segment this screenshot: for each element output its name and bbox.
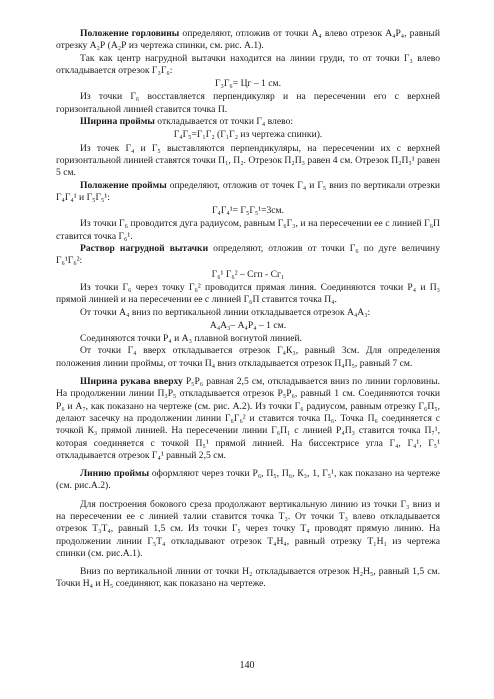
- paragraph-text: От точки Г₄ вверх откладывается отрезок Г₄К₃, равный 3см. Для определения положения линии проймы, от точки П₄ вниз откладывается отрезок П₄П₅, равный 7 см.: [56, 345, 440, 369]
- paragraph-text: откладывается от точки Г₄ влево:: [154, 116, 294, 128]
- paragraph-heading: Положение горловины: [80, 28, 180, 39]
- paragraph: [56, 180, 440, 205]
- paragraph-heading: Положение проймы: [80, 179, 167, 191]
- paragraph-text: Для построения бокового среза продолжают вертикальную линию из точки Г₃ вниз и на пересечении ее с линией талии ставится точка Т₃. От точки Т₃ влево откладывается отрезок Т₃Т₄, равный 1,5 см. Из точки Г₅ через точку Т₄ проводят прямую линию. На продолжении линии Г₅Т₄ откладывают отрезок Т₄Н₄, равный отрезку Т₁Н₁ из чертежа спинки (см. рис.А.1).: [56, 498, 440, 559]
- paragraph: [56, 468, 440, 493]
- formula: А₄А₃– А₄Р₄ – 1 см.: [209, 319, 287, 331]
- paragraph: [56, 566, 440, 591]
- paragraph-text: Из точки Г₆ проводится дуга радиусом, равным Г₆Г₃, и на пересечении ее с линией Г₆П ставится точка Г₆¹.: [56, 218, 440, 242]
- paragraph: [56, 143, 440, 180]
- paragraph: [56, 53, 440, 78]
- paragraph: [56, 28, 440, 53]
- paragraph-text: Из точки Г₆ через точку Г₆² проводится прямая линия. Соединяются точки Р₄ и П₃ прямой линией и на пересечении ее с линией Г₆П ставится точка П₄.: [56, 281, 440, 306]
- paragraph: [56, 116, 440, 128]
- document-body: [56, 28, 440, 591]
- paragraph-text: Так как центр нагрудной вытачки находится на линии груди, то от точки Г₃ влево откладывается отрезок Г₃Г₆:: [56, 52, 440, 76]
- paragraph: [56, 345, 440, 370]
- paragraph-text: Из точек Г₄ и Г₅ выставляются перпендикуляры, на пересечении их с верхней горизонтальной линией ставятся точки П₁, П₂. Отрезок П₂П₃ равен 4 см. Отрезок П₂П₃¹ равен 5 см.: [56, 142, 440, 179]
- paragraph-text: Из точки Г₆ восставляется перпендикуляр и на пересечении его с верхней горизонтальной линией ставится точка П.: [56, 91, 440, 115]
- paragraph-text: определяют, отложив от точек Г₄ и Г₅ вниз по вертикали отрезки Г₄Г₄¹ и Г₅Г₅¹:: [56, 179, 441, 203]
- paragraph-text: От точки А₄ вниз по вертикальной линии откладывается отрезок А₄А₃:: [80, 306, 371, 318]
- paragraph-text: Вниз по вертикальной линии от точки Н₂ откладывается отрезок Н₂Н₅, равный 1,5 см. Точки Н₄ и Н₅ соединяют, как показано на чертеже.: [56, 566, 440, 590]
- formula: Г₄Г₄¹= Г₅Г₅¹=3см.: [211, 205, 285, 217]
- paragraph-heading: Ширина проймы: [80, 116, 155, 128]
- paragraph-text: определяют, отложив от точки А₄ влево отрезок А₄Р₄, равный отрезку А₂Р (А₂Р из чертежа спинки, см. рис. А.1).: [56, 28, 440, 52]
- paragraph-text: определяют, отложив от точки Г₆ по дуге величину Г₆¹Г₆²:: [56, 243, 440, 267]
- paragraph-heading: Раствор нагрудной вытачки: [80, 243, 209, 255]
- paragraph: [56, 218, 440, 243]
- formula: Г₆¹ Г₆² – Сгп - Сг₁: [211, 268, 285, 280]
- paragraph: [56, 243, 440, 268]
- paragraph-text: Р₅Р₆ равная 2,5 см, откладывается вниз по линии горловины. На продолжении линии П₃Р₅ откладывается отрезок Р₅Р₆, равный 1 см. Соединяются точки Р₆ и А₇, как показано на чертеже (см. рис. А.2). Из точки Г₆ радиусом, равным отрезку Г₆П₅, делают засечку на продолжении линии Г₆Г₆² и ставится точка П₆. Точка П₆ соединяется с точкой К₃ прямой линией. На пересечении линии Г₆П₁ с линией Р₄П₃ ставится точка П₇¹, которая соединяется с точкой П₅¹ прямой линией. На биссектрисе угла Г₄, Г₄¹, Г₅¹ откладывается отрезок Г₄¹ равный 2,5 см.: [56, 376, 440, 461]
- paragraph: [56, 499, 440, 560]
- page-number: 140: [239, 660, 255, 671]
- formula: Г₄Г₅=Г₁Г₂ (Г₁Г₂ из чертежа спинки).: [173, 129, 323, 141]
- paragraph-heading: Ширина рукава вверху: [80, 376, 183, 388]
- paragraph-heading: Линию проймы: [80, 468, 150, 480]
- paragraph: [56, 376, 440, 462]
- paragraph: [56, 307, 440, 319]
- paragraph: [56, 333, 440, 345]
- paragraph: [56, 282, 440, 307]
- formula: Г₃Г₆= Цг – 1 см.: [215, 78, 281, 90]
- paragraph-text: Соединяются точки Р₄ и А₃ плавной вогнутой линией.: [80, 333, 303, 345]
- paragraph: [56, 91, 440, 116]
- paragraph-text: оформляют через точки Р₆, П₅, П₆, К₃, 1, Г₅¹, как показано на чертеже (см. рис.А.2).: [56, 468, 440, 492]
